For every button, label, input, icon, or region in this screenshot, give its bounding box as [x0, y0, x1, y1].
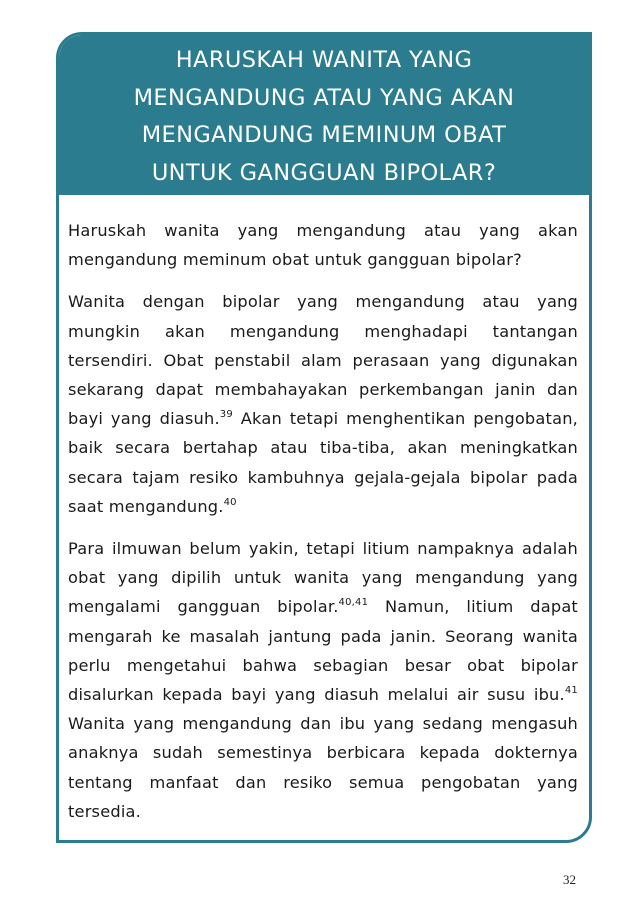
paragraph-text: Wanita dengan bipolar yang mengandung atau yang mungkin akan mengandung menghadapi tantangan tersendiri. Obat penstabil alam perasaan yang digunakan sekarang dapat membahayakan perkembangan janin dan bayi yang diasuh. — [68, 292, 578, 429]
paragraph-text: Para ilmuwan belum yakin, tetapi litium nampaknya adalah obat yang dipilih untuk wanita yang mengandung yang mengalami gangguan bipolar. — [68, 539, 578, 617]
paragraph-text: Namun, litium dapat mengarah ke masalah jantung pada janin. Seorang wanita perlu mengetahui bahwa sebagian besar obat bipolar disalurkan kepada bayi yang diasuh melalui air susu ibu. — [68, 597, 578, 705]
title-line: UNTUK GANGGUAN BIPOLAR? — [151, 159, 497, 186]
paragraph-question: Haruskah wanita yang mengandung atau yang akan mengandung meminum obat untuk gangguan bipolar? — [68, 221, 578, 270]
title-banner — [59, 35, 589, 195]
title-line: MENGANDUNG MEMINUM OBAT — [141, 122, 507, 148]
paragraph-text: Akan tetapi menghentikan pengobatan, baik secara bertahap atau tiba-tiba, akan meningkatkan secara tajam resiko kambuhnya gejala-gejala bipolar pada saat mengandung. — [68, 409, 578, 516]
title-line: MENGANDUNG ATAU YANG AKAN — [133, 84, 515, 111]
paragraph-lithium — [68, 534, 578, 826]
citation-ref: 40 — [223, 496, 237, 508]
citation-ref: 41 — [564, 685, 578, 697]
paragraph-text: Wanita yang mengandung dan ibu yang sedang mengasuh anaknya sudah semestinya berbicara kepada dokternya tentang manfaat dan resiko semua pengobatan yang tersedia. — [68, 714, 578, 821]
content-box — [56, 32, 592, 843]
body-text — [68, 216, 578, 839]
citation-ref: 39 — [219, 409, 233, 421]
title-line: HARUSKAH WANITA YANG — [175, 47, 473, 73]
page-number: 32 — [563, 872, 576, 887]
citation-ref: 40,41 — [338, 597, 369, 609]
page-title — [79, 42, 569, 192]
paragraph-risks — [68, 287, 578, 521]
